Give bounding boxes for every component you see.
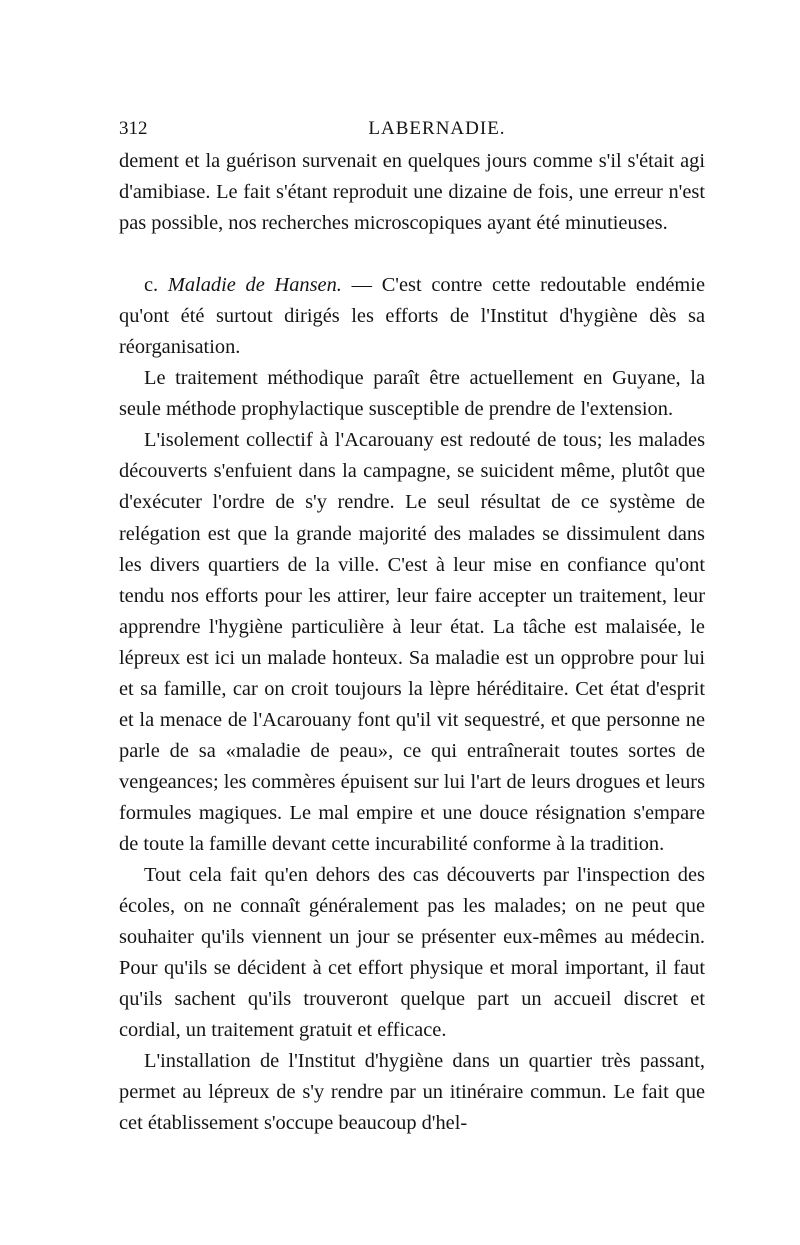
paragraph-isolement: L'isolement collectif à l'Acarouany est redouté de tous; les malades découverts s'enfuient dans la campagne, se suicident même, plutôt que d'exécuter l'ordre de s'y rendre. Le seul résultat de ce système de relégation est que la grande majorité des malades se dissimulent dans les divers quartiers de la ville. C'est à leur mise en confiance qu'ont tendu nos efforts pour les attirer, leur faire accepter un traitement, leur apprendre l'hygiène particulière à leur état. La tâche est malaisée, le lépreux est ici un malade honteux. Sa maladie est un opprobre pour lui et sa famille, car on croit toujours la lèpre héréditaire. Cet état d'esprit et la menace de l'Acarouany font qu'il vit sequestré, et que personne ne parle de sa «maladie de peau», ce qui entraînerait toutes sortes de vengeances; les commères épuisent sur lui l'art de leurs drogues et leurs formules magiques. Le mal empire et une douce résignation s'empare de toute la famille devant cette incurabilité conforme à la tradition. xyxy=(119,429,705,855)
body-text xyxy=(119,146,705,1139)
paragraph-continuation: dement et la guérison survenait en quelques jours comme s'il s'était agi d'amibiase. Le fait s'étant reproduit une dizaine de fois, une erreur n'est pas possible, nos recherches microscopiques ayant été minutieuses. xyxy=(119,150,705,235)
section-title: Maladie de Hansen. xyxy=(167,274,342,297)
paragraph-installation: L'installation de l'Institut d'hygiène dans un quartier très passant, permet au lépreux de s'y rendre par un itinéraire commun. Le fait que cet établissement s'occupe beaucoup d'hel- xyxy=(119,1050,705,1135)
section-marker: c. xyxy=(144,274,159,297)
section-c-paragraph xyxy=(119,270,705,363)
page-header xyxy=(119,112,705,146)
paragraph-tout-cela: Tout cela fait qu'en dehors des cas découverts par l'inspection des écoles, on ne connaît généralement pas les malades; on ne peut que souhaiter qu'ils viennent un jour se présenter eux-mêmes au médecin. Pour qu'ils se décident à cet effort physique et moral important, il faut qu'ils sachent qu'ils trouveront quelque part un accueil discret et cordial, un traitement gratuit et efficace. xyxy=(119,864,705,1042)
book-page xyxy=(119,112,705,1139)
section-intro-text: — C'est contre cette redoutable endémie qu'ont été surtout dirigés les efforts de l'Institut d'hygiène dès sa réorganisation. xyxy=(119,274,705,359)
page-number: 312 xyxy=(119,118,148,139)
running-head: LABERNADIE. xyxy=(368,118,506,139)
paragraph-traitement: Le traitement méthodique paraît être actuellement en Guyane, la seule méthode prophylactique susceptible de prendre de l'extension. xyxy=(119,367,705,421)
